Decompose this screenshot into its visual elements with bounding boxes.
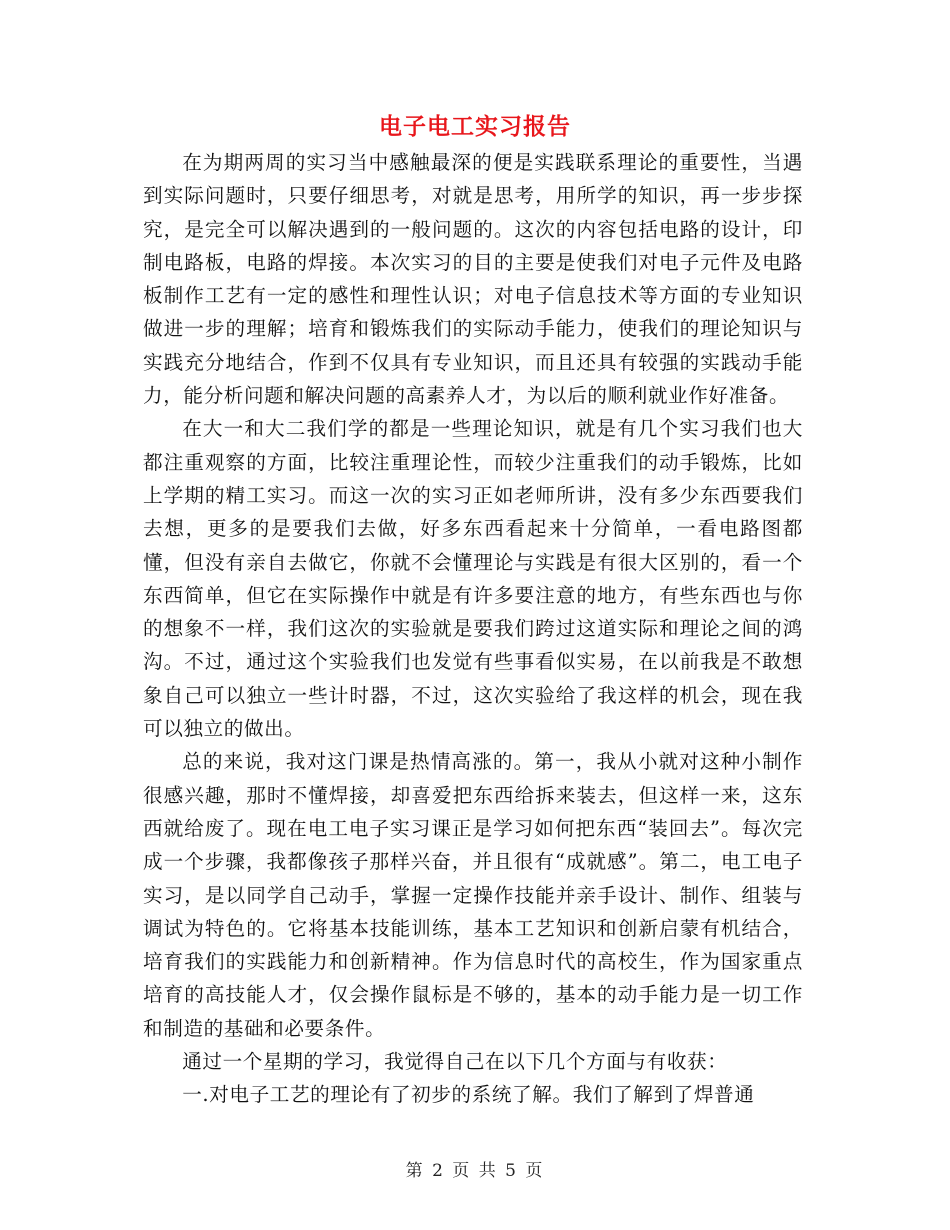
page-footer: 第 2 页 共 5 页 (405, 1161, 545, 1181)
paragraph: 在为期两周的实习当中感触最深的便是实践联系理论的重要性，当遇到实际问题时，只要仔细思考，对就是思考，用所学的知识，再一步步探究，是完全可以解决遇到的一般问题的。这次的内容包括电路的设计，印制电路板，电路的焊接。本次实习的目的主要是使我们对电子元件及电路板制作工艺有一定的感性和理性认识；对电子信息技术等方面的专业知识做进一步的理解；培育和锻炼我们的实际动手能力，使我们的理论知识与实践充分地结合，作到不仅具有专业知识，而且还具有较强的实践动手能力，能分析问题和解决问题的高素养人才，为以后的顺利就业作好准备。 (143, 151, 803, 408)
document-title: 电子电工实习报告 (379, 113, 571, 140)
document-body (143, 146, 803, 1112)
paragraph: 通过一个星期的学习，我觉得自己在以下几个方面与有收获： (182, 1050, 728, 1074)
paragraph: 在大一和大二我们学的都是一些理论知识，就是有几个实习我们也大都注重观察的方面，比较注重理论性，而较少注重我们的动手锻炼，比如上学期的精工实习。而这一次的实习正如老师所讲，没有多少东西要我们去想，更多的是要我们去做，好多东西看起来十分简单，一看电路图都懂，但没有亲自去做它，你就不会懂理论与实践是有很大区别的，看一个东西简单，但它在实际操作中就是有许多要注意的地方，有些东西也与你的想象不一样，我们这次的实验就是要我们跨过这道实际和理论之间的鸿沟。不过，通过这个实验我们也发觉有些事看似实易，在以前我是不敢想象自己可以独立一些计时器，不过，这次实验给了我这样的机会，现在我可以独立的做出。 (143, 417, 803, 741)
paragraph: 一.对电子工艺的理论有了初步的系统了解。我们了解到了焊普通 (182, 1083, 755, 1107)
paragraph: 总的来说，我对这门课是热情高涨的。第一，我从小就对这种小制作很感兴趣，那时不懂焊接，却喜爱把东西给拆来装去，但这样一来，这东西就给废了。现在电工电子实习课正是学习如何把东西“装回去”。每次完成一个步骤，我都像孩子那样兴奋，并且很有“成就感”。第二，电工电子实习，是以同学自己动手，掌握一定操作技能并亲手设计、制作、组装与调试为特色的。它将基本技能训练，基本工艺知识和创新启蒙有机结合，培育我们的实践能力和创新精神。作为信息时代的高校生，作为国家重点培育的高技能人才，仅会操作鼠标是不够的，基本的动手能力是一切工作和制造的基础和必要条件。 (143, 750, 803, 1040)
